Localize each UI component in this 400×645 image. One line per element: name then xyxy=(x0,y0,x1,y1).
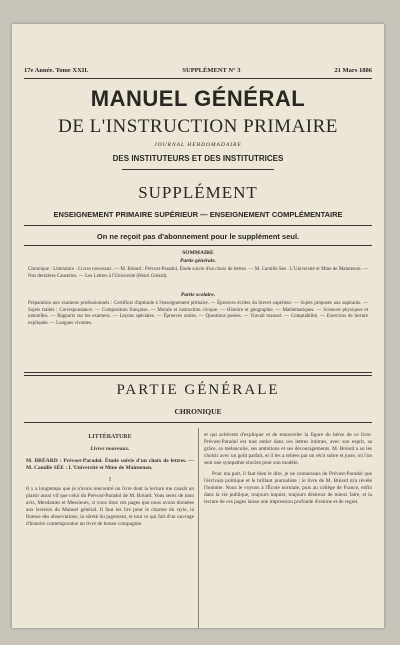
journal-title: MANUEL GÉNÉRAL xyxy=(90,86,306,111)
divider xyxy=(24,225,372,226)
sommaire-heading: SOMMAIRE xyxy=(182,250,214,256)
book-entry: M. BRÉARD : Prévost-Paradol. Étude suivie d'un choix de lettres. — M. Camille SÉE : L'Université et Mme de Maintenon. xyxy=(26,457,194,471)
newspaper-page xyxy=(12,24,384,628)
article-paragraph: Pour ma part, il faut bien le dire, je ne connaissais de Prévost-Paradol que l'écrivain politique et le brillant journaliste ; le livre de M. Bréard m'a révélé l'homme. Nous le voyons à l'École normale, puis au collège de France, enfin dans la vie publique, toujours inquiet, toujours désireux de mieux faire, et la lecture de ces pages laisse une impression profonde d'estime et de regret. xyxy=(204,471,372,505)
left-column xyxy=(26,428,194,628)
divider xyxy=(24,375,372,376)
supplement-title: SUPPLÉMENT xyxy=(138,183,258,202)
divider xyxy=(24,78,372,79)
divider xyxy=(24,422,372,423)
right-column xyxy=(204,428,372,628)
sommaire-part2-text: Préparation aux examens professionnels : Certificat d'aptitude à l'enseignement primaire. — Épreuves écrites du brevet supérieur. — Sujets proposés aux aspirants. — Sujets traités : Correspondance. — Composition française. — Morale et instruction civique. — Histoire et géographie. — Mathématiques. — Sciences physiques et naturelles. — Rapports sur les examens. — Leçons spéciales. — Épreuves orales. — Questions posées. — Travail manuel. — Comptabilité. — Exercices de lecture expliquée. — Langues vivantes. xyxy=(28,301,368,326)
divider xyxy=(122,169,274,170)
journal-frequency: JOURNAL HEBDOMADAIRE xyxy=(154,142,242,148)
sommaire-part1-heading: Partie générale. xyxy=(179,258,217,264)
masthead-meta xyxy=(24,64,372,76)
subsection-title: CHRONIQUE xyxy=(174,407,222,416)
article-paragraph: et qui achèvent d'expliquer et de renouveler la figure du héros de ce livre. Prévost-Paradol est tout entier dans ces lettres intimes, avec son esprit, sa grâce, sa mélancolie, ses ambitions et ses découragements. M. Bréard a su les choisir avec un goût parfait, et il les a reliées par un récit sobre et juste, où l'on sent une sympathie sincère pour son modèle. xyxy=(204,432,372,466)
sommaire-part2-heading: Partie scolaire. xyxy=(180,292,216,298)
sommaire-part1-text: Chronique : Littérature : Livres nouveaux. — M. Bréard : Prévost-Paradol, Étude suivie d'un choix de lettres. — M. Camille Sée : L'Université et Mme de Maintenon. — Nos dernières Causeries. — Les Lettres à l'Université (Henri Gréard). xyxy=(28,267,368,279)
supplement-number: SUPPLÉMENT N° 3 xyxy=(182,66,241,74)
divider xyxy=(24,245,372,246)
divider xyxy=(24,372,372,373)
section-numeral: I xyxy=(109,477,111,483)
section-title: PARTIE GÉNÉRALE xyxy=(116,382,280,398)
article-paragraph: Il y a longtemps que je n'avais rencontré un livre dont la lecture me causât un plaisir aussi vif que celui du Prévost-Paradol de M. Bréard. Vous serez de mon avis, Mesdames et Messieurs, si vous lisez ces pages que nous avons données aux lecteurs du Manuel général. Il faut les lire pour le charme du style, la finesse des observations, la sûreté du jugement, et tout ce qui fait d'un ouvrage d'histoire contemporaine un livre de bonne compagnie. xyxy=(26,486,194,527)
subscription-notice: On ne reçoit pas d'abonnement pour le supplément seul. xyxy=(96,232,300,241)
year-volume: 17e Année. Tome XXII. xyxy=(24,66,89,74)
column-divider xyxy=(198,428,199,628)
issue-date: 21 Mars 1886 xyxy=(334,66,372,74)
column-heading: LITTÉRATURE xyxy=(88,434,132,440)
journal-title-line2: DE L'INSTRUCTION PRIMAIRE xyxy=(58,116,338,137)
column-subheading: Livres nouveaux. xyxy=(90,446,130,452)
journal-audience: DES INSTITUTEURS ET DES INSTITUTRICES xyxy=(112,154,284,163)
supplement-subtitle: ENSEIGNEMENT PRIMAIRE SUPÉRIEUR — ENSEIGNEMENT COMPLÉMENTAIRE xyxy=(53,210,343,219)
